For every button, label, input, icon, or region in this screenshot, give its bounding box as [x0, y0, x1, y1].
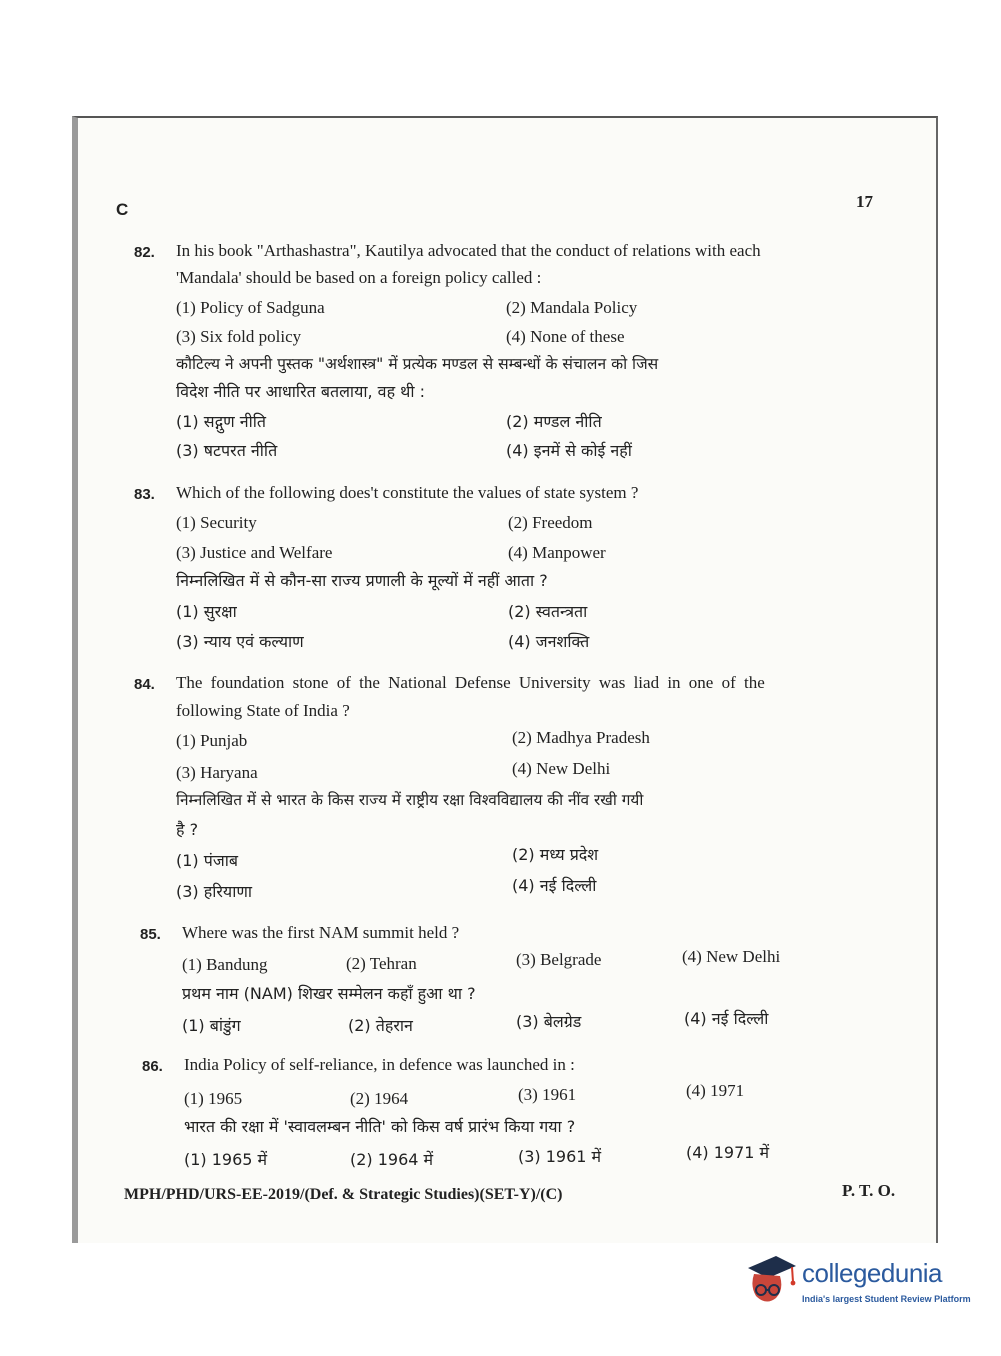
option-en-3: (3) Haryana [176, 763, 258, 782]
question-text-en-line1: In his book "Arthashastra", Kautilya advocated that the conduct of relations with each [176, 241, 761, 260]
question-text-hi-line1: कौटिल्य ने अपनी पुस्तक "अर्थशास्त्र" में प्रत्येक मण्डल से सम्बन्धों के संचालन को जिस [176, 355, 659, 373]
option-hi-4: (4) नई दिल्ली [684, 1009, 769, 1028]
question-84 [134, 668, 894, 908]
option-en-1: (1) Punjab [176, 731, 248, 750]
question-83 [134, 478, 894, 658]
option-en-1: (1) Bandung [182, 955, 268, 974]
option-en-2: (2) Madhya Pradesh [512, 728, 650, 747]
question-86 [142, 1050, 882, 1174]
question-text-en-line2: 'Mandala' should be based on a foreign policy called : [176, 268, 542, 287]
question-text-hi-line1: निम्नलिखित में से भारत के किस राज्य में राष्ट्रीय रक्षा विश्वविद्यालय की नींव रखी गयी [176, 791, 644, 809]
watermark-tagline: India's largest Student Review Platform [802, 1294, 971, 1304]
option-hi-2: (2) 1964 में [350, 1150, 434, 1169]
option-hi-3: (3) हरियाणा [176, 882, 253, 901]
option-hi-2: (2) मध्य प्रदेश [512, 845, 599, 864]
option-en-2: (2) Freedom [508, 513, 593, 532]
question-text-hi-line1: निम्नलिखित में से कौन-सा राज्य प्रणाली के मूल्यों में नहीं आता ? [176, 571, 548, 590]
option-hi-4: (4) जनशक्ति [508, 632, 590, 651]
option-en-4: (4) New Delhi [682, 947, 781, 966]
option-hi-4: (4) नई दिल्ली [512, 876, 597, 895]
watermark-logo [746, 1252, 976, 1314]
question-text-hi-line2: विदेश नीति पर आधारित बतलाया, वह थी : [176, 382, 425, 401]
question-text-en-line1: Which of the following does't constitute the values of state system ? [176, 483, 639, 502]
set-code: C [116, 200, 129, 219]
question-number: 85. [140, 926, 161, 943]
option-hi-3: (3) षटपरत नीति [176, 441, 278, 460]
option-hi-3: (3) 1961 में [518, 1147, 602, 1166]
question-text-en-line2: following State of India ? [176, 701, 350, 720]
question-text-hi-line1: भारत की रक्षा में 'स्वावलम्बन नीति' को किस वर्ष प्रारंभ किया गया ? [184, 1117, 576, 1136]
option-en-1: (1) Security [176, 513, 257, 532]
question-number: 82. [134, 244, 155, 261]
option-hi-1: (1) सुरक्षा [176, 602, 237, 621]
option-hi-1: (1) पंजाब [176, 851, 238, 870]
question-number: 83. [134, 486, 155, 503]
option-hi-2: (2) मण्डल नीति [506, 412, 602, 431]
option-en-4: (4) None of these [506, 327, 625, 346]
paper-code: MPH/PHD/URS-EE-2019/(Def. & Strategic Studies)(SET-Y)/(C) [124, 1186, 563, 1203]
option-en-4: (4) New Delhi [512, 759, 611, 778]
option-en-3: (3) Six fold policy [176, 327, 302, 346]
question-text-en-line1: Where was the first NAM summit held ? [182, 923, 460, 942]
graduate-mascot-icon [746, 1252, 796, 1308]
question-text-en-line1: The foundation stone of the National Defense University was liad in one of the [176, 673, 765, 692]
option-en-4: (4) Manpower [508, 543, 606, 562]
option-en-3: (3) Justice and Welfare [176, 543, 333, 562]
option-hi-2: (2) स्वतन्त्रता [508, 602, 588, 621]
option-en-3: (3) 1961 [518, 1085, 577, 1104]
watermark-name: collegedunia [802, 1258, 943, 1288]
option-hi-4: (4) 1971 में [686, 1143, 770, 1162]
option-en-4: (4) 1971 [686, 1081, 745, 1100]
question-text-hi-line2: है ? [176, 820, 199, 839]
option-en-2: (2) 1964 [350, 1089, 409, 1108]
option-hi-3: (3) बेलग्रेड [516, 1012, 582, 1031]
option-en-1: (1) Policy of Sadguna [176, 298, 325, 317]
option-hi-1: (1) सद्गुण नीति [176, 412, 267, 431]
option-en-1: (1) 1965 [184, 1089, 243, 1108]
option-hi-1: (1) 1965 में [184, 1150, 268, 1169]
option-en-2: (2) Tehran [346, 954, 417, 973]
question-number: 84. [134, 676, 155, 693]
option-hi-1: (1) बांडुंग [182, 1016, 241, 1035]
question-text-en-line1: India Policy of self-reliance, in defence was launched in : [184, 1055, 575, 1074]
page-number: 17 [856, 192, 873, 211]
option-en-3: (3) Belgrade [516, 950, 602, 969]
option-en-2: (2) Mandala Policy [506, 298, 638, 317]
option-hi-2: (2) तेहरान [348, 1016, 413, 1035]
question-85 [140, 918, 880, 1042]
pto-label: P. T. O. [842, 1181, 896, 1200]
option-hi-3: (3) न्याय एवं कल्याण [176, 632, 304, 651]
option-hi-4: (4) इनमें से कोई नहीं [506, 441, 632, 460]
question-82 [134, 236, 894, 468]
question-text-hi-line1: प्रथम नाम (NAM) शिखर सम्मेलन कहाँ हुआ था ? [182, 984, 476, 1003]
question-number: 86. [142, 1058, 163, 1075]
